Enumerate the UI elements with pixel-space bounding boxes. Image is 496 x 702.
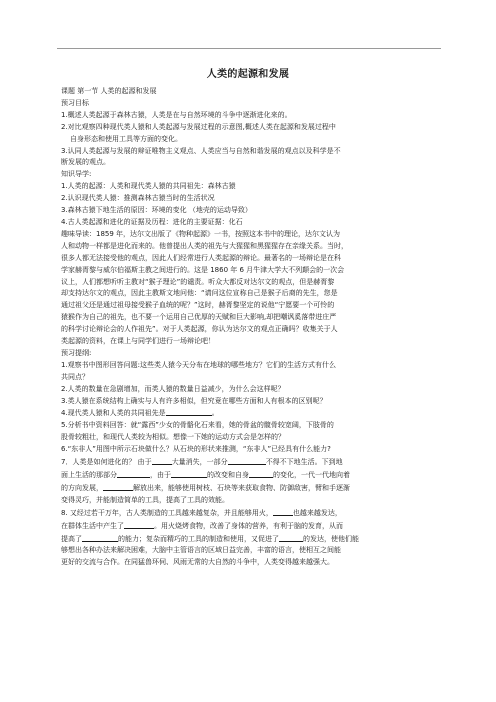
text-segment: 提高了 bbox=[61, 534, 82, 543]
fill-in-blank bbox=[152, 456, 172, 465]
fill-in-blank bbox=[82, 533, 118, 542]
page-title: 人类的起源和发展 bbox=[206, 69, 290, 80]
text-segment: 断发展的观点。 bbox=[61, 158, 110, 167]
text-line bbox=[61, 98, 436, 110]
text-segment: 6.“东非人”用图中所示石块做什么？从石块的形状来推测，“东非人”已经具有什么能力? bbox=[61, 445, 331, 454]
text-line bbox=[61, 300, 436, 312]
text-segment: 1.人类的起源：人类和现代类人猿的共同祖先：森林古猿 bbox=[61, 182, 236, 191]
text-segment: 1.概述人类起源于森林古猿，人类是在与自然环境的斗争中逐渐进化来的。 bbox=[61, 110, 292, 119]
text-segment: 大量消失，一部分 bbox=[171, 458, 228, 467]
text-line bbox=[61, 241, 436, 253]
fill-in-blank bbox=[103, 482, 133, 491]
text-line bbox=[61, 86, 436, 98]
text-line bbox=[61, 181, 436, 193]
text-line bbox=[61, 229, 436, 241]
fill-in-blank bbox=[228, 456, 266, 465]
fill-in-blank bbox=[273, 507, 293, 516]
text-line bbox=[61, 169, 436, 181]
text-line bbox=[61, 372, 436, 384]
text-line bbox=[61, 520, 436, 533]
text-segment: 预习目标 bbox=[61, 98, 89, 107]
text-segment: 2.人类的数量在急剧增加，而类人猿的数量日益减少，为什么会这样呢？ bbox=[61, 384, 285, 393]
text-line bbox=[61, 545, 436, 557]
text-segment: 学家赫胥黎与威尔伯福斯主教之间进行的。这是 1860 年 6 月牛津大学大不列颠会的一次会 bbox=[61, 265, 345, 274]
text-line bbox=[61, 253, 436, 265]
text-segment: 2.认识现代类人猿：推测森林古猿当时的生活状况 bbox=[61, 194, 215, 203]
text-line bbox=[61, 146, 436, 158]
text-segment: 课题 第一节 人类的起源和发展 bbox=[61, 87, 157, 95]
fill-in-blank bbox=[124, 520, 154, 529]
text-segment: 猿猴作为自己的祖先，也不要一个运用自己优厚的天赋和巨大影响,却把嘲讽奚落带进庄严 bbox=[61, 313, 337, 322]
text-line bbox=[61, 533, 436, 546]
fill-in-blank bbox=[171, 469, 207, 478]
text-segment: 3.类人猿在系统结构上确实与人有许多相似，但究竟在哪些方面和人有根本的区别呢？ bbox=[61, 396, 327, 405]
text-segment: 解放出来，能够使用树枝、石块等来获取食物、防御敌害，臂和手逐渐 bbox=[133, 483, 350, 492]
text-segment: 4.古人类起源和进化的证据及历程：进化的主要证据：化石 bbox=[61, 217, 243, 226]
fill-in-blank bbox=[279, 533, 303, 542]
text-segment: ，由于 bbox=[150, 471, 171, 479]
text-segment: 也越来越发达， bbox=[292, 508, 342, 517]
fill-in-blank bbox=[249, 469, 273, 478]
text-line bbox=[61, 495, 436, 507]
text-segment: 的变化，一代一代地向着 bbox=[273, 471, 350, 479]
text-segment: 更好的交流与合作。在同猛兽环伺、风雨无常的大自然的斗争中，人类变得越来越强大。 bbox=[61, 558, 334, 567]
text-segment: 变得灵巧，并能制造简单的工具，提高了工具的效能。 bbox=[61, 495, 229, 504]
text-segment: 1.观察书中图形回答问题:这些类人猿今天分布在地球的哪些地方？它们的生活方式有什么 bbox=[61, 360, 337, 369]
text-line bbox=[61, 432, 436, 444]
text-segment: 3.认同人类起源与发展的辩证唯物主义观点、人类应当与自然和谐发展的观点以及科学是不 bbox=[61, 146, 341, 155]
text-segment: 通过祖父还是通过祖母接受猴子血统的呢？”这时，赫胥黎坚定的说他“宁愿要一个可怜的 bbox=[61, 301, 335, 310]
text-line bbox=[61, 134, 436, 146]
text-line bbox=[61, 265, 436, 277]
text-segment: 的能力；复杂而精巧的工具的制造和使用，又促进了 bbox=[118, 534, 279, 543]
text-segment: 的科学讨论辩论会的人作祖先”。对于人类起源，你认为达尔文的观点正确吗？收集关于人 bbox=[61, 325, 338, 334]
text-line bbox=[61, 288, 436, 300]
text-segment: 人和动物一样都是进化而来的。他曾提出人类的祖先与大猩猩和黑猩猩存在亲缘关系。当时， bbox=[61, 241, 348, 250]
text-segment: 3.森林古猿下地生活的原因：环境的变化 （地壳的运动导致） bbox=[61, 206, 252, 215]
text-line bbox=[61, 469, 436, 482]
text-line bbox=[61, 205, 436, 217]
text-line bbox=[61, 324, 436, 336]
text-segment: 不得不下地生活。下到地 bbox=[265, 458, 343, 467]
text-line bbox=[61, 396, 436, 408]
fill-in-blank bbox=[166, 407, 212, 416]
text-segment: 5.分析书中资料回答：就“露西”少女的骨骼化石来看，她的骨盆的髋骨较宽阔，下肢骨的 bbox=[61, 421, 334, 430]
text-line bbox=[61, 110, 436, 122]
text-line bbox=[61, 217, 436, 229]
text-segment: 股骨较粗壮，和现代人类较为相似。想像一下她的运动方式会是怎样的？ bbox=[61, 433, 285, 442]
header-rule bbox=[57, 48, 441, 49]
text-segment: 议上，人们都想听听主教对“猴子理论”的谴责。听众大都反对达尔文的观点，但是赫胥黎 bbox=[61, 277, 335, 286]
text-segment: 。用火烧烤食物，改善了身体的营养，有利于脑的发育，从而 bbox=[154, 521, 343, 530]
text-segment: 的方向发展， bbox=[61, 483, 103, 492]
fill-in-blank bbox=[117, 469, 150, 478]
text-segment: 共同点？ bbox=[61, 372, 89, 381]
document-body bbox=[61, 86, 436, 569]
text-line bbox=[61, 407, 436, 420]
text-segment: 类起源的资料，在课上与同学们进行一场辩论吧！ bbox=[61, 337, 215, 346]
text-segment: 7．人类是如何进化的？ 由于 bbox=[61, 458, 152, 467]
text-line bbox=[61, 122, 436, 134]
text-line bbox=[61, 336, 436, 348]
text-line bbox=[61, 157, 436, 169]
text-segment: 。 bbox=[211, 409, 219, 418]
text-segment: 8. 又经过若干万年，古人类制造的工具越来越复杂，并且能够用火， bbox=[61, 508, 273, 517]
text-segment: 却支持达尔文的观点，因此主教斯文地问他：“请问这位宣称自己是猴子后裔的先生，您是 bbox=[61, 289, 338, 298]
text-line bbox=[61, 420, 436, 432]
text-line bbox=[61, 444, 436, 456]
text-segment: 的改变和自身 bbox=[207, 471, 249, 479]
text-line bbox=[61, 384, 436, 396]
text-line bbox=[61, 277, 436, 289]
text-line bbox=[61, 348, 436, 360]
text-segment: 2.对比观察四种现代类人猿和人类起源与发展过程的示意图,概述人类在起源和发展过程中 bbox=[61, 122, 336, 131]
text-segment: 的发达，使他们能 bbox=[303, 534, 359, 543]
text-line bbox=[61, 557, 436, 569]
text-line bbox=[61, 482, 436, 495]
text-line bbox=[61, 193, 436, 205]
text-segment: 4.现代类人猿和人类的共同祖先是 bbox=[61, 409, 166, 418]
text-segment: 自身形态和使用工具等方面的变化。 bbox=[70, 134, 182, 143]
text-segment: 很多人都无法接受他的观点，因此人们经常进行人类起源的辩论。最著名的一场辩论是在科 bbox=[61, 253, 341, 262]
text-line bbox=[61, 360, 436, 372]
text-segment: 知识导学: bbox=[61, 170, 92, 179]
text-segment: 够想出各种办法来解决困难，大脑中主管语言的区域日益完善，丰富的语言，使相互之间能 bbox=[61, 546, 341, 555]
text-line bbox=[61, 456, 436, 469]
text-line bbox=[61, 312, 436, 324]
text-segment: 在群体生活中产生了 bbox=[61, 521, 124, 530]
text-segment: 面上生活的那部分 bbox=[61, 471, 117, 479]
text-segment: 趣味导读：1859 年，达尔文出版了《物种起源》一书，按照这本书中的理论，达尔文认为 bbox=[61, 229, 341, 238]
text-segment: 预习提纲: bbox=[61, 348, 92, 357]
text-line bbox=[61, 507, 436, 520]
